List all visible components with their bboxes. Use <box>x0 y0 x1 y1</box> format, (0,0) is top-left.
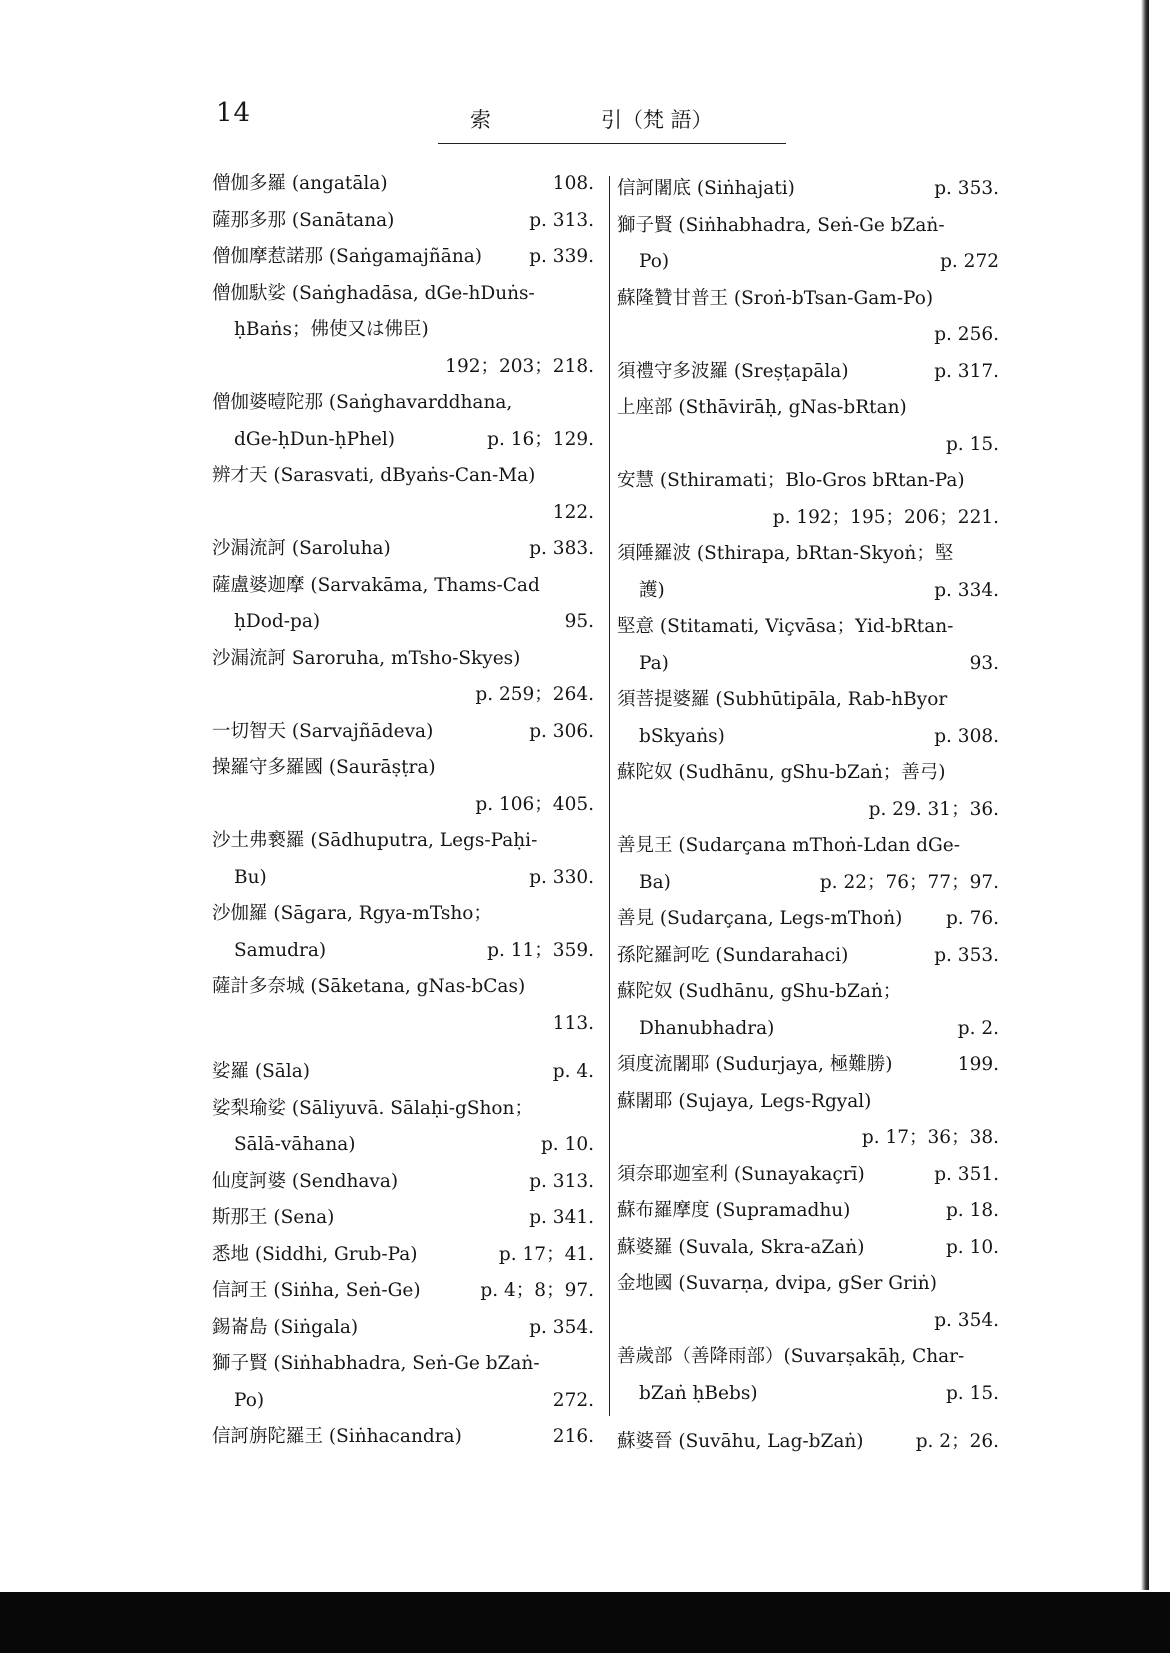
entry-headword-line <box>212 969 594 1006</box>
entry-page-refs: p. 2；26. <box>915 1431 999 1452</box>
entry-term: 薩那多那 (Sanātana) <box>212 209 395 231</box>
page-number: 14 <box>216 98 252 128</box>
entry-term: 須奈耶迦室利 (Sunayakaçrī) <box>617 1163 865 1185</box>
index-entry <box>617 281 999 354</box>
entry-term: Ba) <box>639 871 671 893</box>
entry-headword-line <box>617 609 999 646</box>
entry-continuation-line <box>617 317 999 354</box>
entry-term: ḥDod-pa) <box>234 611 321 632</box>
entry-continuation-line <box>617 719 999 756</box>
entry-page-refs: p. 317. <box>934 360 999 382</box>
entry-continuation-line <box>617 427 999 464</box>
index-entry <box>617 938 999 975</box>
entry-headword-line <box>617 390 999 427</box>
entry-term: 僧伽婆曀陀那 (Saṅghavarddhana, <box>212 392 513 413</box>
entry-continuation-line <box>212 1383 594 1420</box>
entry-headword-line <box>617 1084 999 1121</box>
index-entry <box>617 1084 999 1157</box>
entry-page-refs: p. 313. <box>529 1170 594 1192</box>
entry-headword-line <box>212 203 594 240</box>
entry-term: 操羅守多羅國 (Saurāṣṭra) <box>212 757 436 778</box>
index-entry <box>617 390 999 463</box>
entry-page-refs: p. 10. <box>945 1236 999 1258</box>
entry-term: 仙度訶婆 (Sendhava) <box>212 1170 399 1192</box>
entry-headword-line <box>617 1266 999 1303</box>
index-entry <box>617 974 999 1047</box>
entry-continuation-line <box>617 1011 999 1048</box>
entry-page-refs: 122. <box>552 501 594 523</box>
entry-term: 孫陀羅訶吃 (Sundarahaci) <box>617 944 849 966</box>
index-entry <box>617 682 999 755</box>
entry-headword-line <box>212 896 594 933</box>
index-entry <box>212 1346 594 1419</box>
entry-continuation-line <box>617 1120 999 1157</box>
entry-page-refs: p. 76. <box>945 908 999 929</box>
entry-term: 堅意 (Stitamati, Viçvāsa；Yid-bRtan- <box>617 616 954 637</box>
column-divider <box>609 176 610 1416</box>
entry-page-refs: p. 11；359. <box>487 939 594 961</box>
entry-headword-line <box>212 1091 594 1128</box>
entry-continuation-line <box>617 1303 999 1340</box>
entry-term: Dhanubhadra) <box>639 1017 775 1039</box>
entry-term: 娑羅 (Sāla) <box>212 1061 310 1082</box>
index-entry <box>617 171 999 208</box>
entry-page-refs: p. 17；36；38. <box>861 1127 999 1148</box>
index-entry <box>212 166 594 203</box>
entry-page-refs: p. 16；129. <box>487 428 594 450</box>
index-entry <box>212 1419 594 1456</box>
entry-term: 善歲部（善降雨部）(Suvarṣakāḥ, Char- <box>617 1346 965 1367</box>
entry-continuation-line <box>212 349 594 386</box>
entry-continuation-line <box>212 312 594 349</box>
entry-term: Pa) <box>639 652 669 674</box>
index-entry <box>617 1266 999 1339</box>
index-entry <box>617 828 999 901</box>
entry-term: 蘇陀奴 (Sudhānu, gShu-bZaṅ；善弓) <box>617 762 946 783</box>
running-head <box>470 104 713 134</box>
entry-headword-line <box>212 531 594 568</box>
entry-term: 信訶王 (Siṅha, Seṅ-Ge) <box>212 1280 421 1301</box>
index-entry <box>617 609 999 682</box>
index-entry <box>212 714 594 751</box>
entry-page-refs: p. 17；41. <box>498 1243 594 1265</box>
entry-term: 僧伽馱娑 (Saṅghadāsa, dGe-hDuṅs- <box>212 282 535 304</box>
entry-term: 沙伽羅 (Sāgara, Rgya-mTsho； <box>212 903 492 924</box>
entry-page-refs: p. 330. <box>529 866 594 888</box>
entry-term: 護) <box>639 579 665 601</box>
entry-headword-line <box>617 755 999 792</box>
entry-term: 信訶旃陀羅王 (Siṅhacandra) <box>212 1426 462 1447</box>
entry-term: bZaṅ ḥBebs) <box>639 1382 758 1404</box>
entry-headword-line <box>617 1193 999 1230</box>
entry-continuation-line <box>617 1376 999 1413</box>
entry-page-refs: 93. <box>969 652 999 674</box>
entry-page-refs: p. 308. <box>934 725 999 747</box>
entry-continuation-line <box>617 792 999 829</box>
entry-headword-line <box>212 1273 594 1310</box>
entry-term: 蘇婆晉 (Suvāhu, Lag-bZaṅ) <box>617 1431 864 1452</box>
entry-term: 上座部 (Sthāvirāḥ, gNas-bRtan) <box>617 397 907 418</box>
index-entry <box>617 1157 999 1194</box>
index-entry <box>617 1339 999 1412</box>
index-entry <box>617 1424 999 1461</box>
entry-headword-line <box>212 1200 594 1237</box>
entry-term: 蘇隆贊甘普王 (Sroṅ-bTsan-Gam-Po) <box>617 287 934 309</box>
entry-term: 蘇婆羅 (Suvala, Skra-aZaṅ) <box>617 1236 865 1258</box>
entry-continuation-line <box>617 500 999 537</box>
index-entry <box>212 641 594 714</box>
entry-term: 沙土弗䙝羅 (Sādhuputra, Legs-Paḥi- <box>212 830 538 851</box>
entry-page-refs: p. 272 <box>940 251 999 272</box>
entry-headword-line <box>617 463 999 500</box>
index-entry <box>212 239 594 276</box>
entry-page-refs: p. 334. <box>934 579 999 601</box>
entry-headword-line <box>617 1157 999 1194</box>
entry-headword-line <box>617 682 999 719</box>
entry-page-refs: 113. <box>552 1012 594 1034</box>
entry-term: 須禮守多波羅 (Sreṣṭapāla) <box>617 360 849 382</box>
entry-headword-line <box>212 1419 594 1456</box>
entry-page-refs: 199. <box>957 1054 999 1075</box>
scan-bottom-border <box>0 1592 1170 1653</box>
entry-page-refs: p. 341. <box>529 1207 594 1228</box>
entry-term: Bu) <box>234 866 267 888</box>
entry-term: Samudra) <box>234 939 327 961</box>
entry-continuation-line <box>212 933 594 970</box>
entry-page-refs: 272. <box>552 1389 594 1411</box>
entry-continuation-line <box>212 787 594 824</box>
running-head-left: 索 <box>470 108 491 132</box>
entry-headword-line <box>617 974 999 1011</box>
entry-page-refs: p. 15. <box>945 1382 999 1404</box>
entry-term: 須菩提婆羅 (Subhūtipāla, Rab-hByor <box>617 689 948 710</box>
entry-term: 善見王 (Sudarçana mThoṅ-Ldan dGe- <box>617 835 960 856</box>
entry-headword-line <box>212 166 594 203</box>
index-entry <box>212 1273 594 1310</box>
entry-term: 娑梨瑜娑 (Sāliyuvā. Sālaḥi-gShon； <box>212 1097 533 1119</box>
index-entry <box>212 385 594 458</box>
entry-page-refs: p. 29. 31；36. <box>868 798 999 820</box>
entry-term: 金地國 (Suvarṇa, dvipa, gSer Griṅ) <box>617 1273 937 1294</box>
entry-continuation-line <box>212 422 594 459</box>
entry-term: bSkyaṅs) <box>639 725 725 747</box>
entry-page-refs: p. 4；8；97. <box>480 1280 594 1301</box>
entry-term: 獅子賢 (Siṅhabhadra, Seṅ-Ge bZaṅ- <box>212 1353 540 1374</box>
index-entry <box>212 896 594 969</box>
index-entry <box>212 969 594 1042</box>
entry-continuation-line <box>212 1127 594 1164</box>
entry-page-refs: p. 353. <box>934 178 999 199</box>
entry-headword-line <box>617 171 999 208</box>
index-entry <box>212 458 594 531</box>
entry-headword-line <box>212 458 594 495</box>
entry-term: 蘇陀奴 (Sudhānu, gShu-bZaṅ； <box>617 981 902 1002</box>
entry-term: 薩盧婆迦摩 (Sarvakāma, Thams-Cad <box>212 574 540 596</box>
entry-gap <box>617 1412 999 1424</box>
entry-headword-line <box>212 714 594 751</box>
entry-term: 斯那王 (Sena) <box>212 1207 335 1228</box>
entry-page-refs: 216. <box>552 1426 594 1447</box>
entry-term: 僧伽摩惹諾那 (Saṅgamajñāna) <box>212 246 483 267</box>
entry-headword-line <box>617 536 999 573</box>
index-entry <box>617 536 999 609</box>
entry-page-refs: p. 353. <box>934 944 999 966</box>
entry-term: Po) <box>234 1389 265 1411</box>
entry-term: 獅子賢 (Siṅhabhadra, Seṅ-Ge bZaṅ- <box>617 214 945 236</box>
entry-term: 善見 (Sudarçana, Legs-mThoṅ) <box>617 908 903 929</box>
entry-continuation-line <box>617 865 999 902</box>
entry-headword-line <box>212 1054 594 1091</box>
entry-headword-line <box>617 828 999 865</box>
entry-page-refs: 108. <box>552 173 594 194</box>
index-entry <box>212 1164 594 1201</box>
index-entry <box>617 1193 999 1230</box>
entry-page-refs: 192；203；218. <box>445 355 594 377</box>
entry-term: 蘇布羅摩度 (Supramadhu) <box>617 1200 851 1221</box>
entry-page-refs: p. 192；195；206；221. <box>772 506 999 528</box>
entry-headword-line <box>212 1310 594 1347</box>
index-entry <box>617 1230 999 1267</box>
index-entry <box>212 1237 594 1274</box>
entry-page-refs: p. 4. <box>552 1061 594 1082</box>
entry-term: 薩計多奈城 (Sāketana, gNas-bCas) <box>212 976 526 997</box>
entry-page-refs: p. 256. <box>934 324 999 345</box>
entry-headword-line <box>212 641 594 678</box>
left-column <box>212 166 594 1456</box>
entry-headword-line <box>212 823 594 860</box>
entry-page-refs: 95. <box>564 611 594 632</box>
entry-continuation-line <box>617 646 999 683</box>
index-entry <box>212 1310 594 1347</box>
entry-term: dGe-ḥDun-ḥPhel) <box>234 428 396 450</box>
entry-page-refs: p. 18. <box>945 1200 999 1221</box>
entry-continuation-line <box>212 860 594 897</box>
index-entry <box>617 463 999 536</box>
entry-headword-line <box>212 276 594 313</box>
entry-headword-line <box>617 1047 999 1084</box>
entry-term: 悉地 (Siddhi, Grub-Pa) <box>212 1243 418 1265</box>
index-entry <box>212 823 594 896</box>
entry-headword-line <box>212 239 594 276</box>
index-entry <box>212 203 594 240</box>
entry-page-refs: p. 354. <box>934 1309 999 1331</box>
entry-page-refs: p. 354. <box>529 1316 594 1338</box>
entry-continuation-line <box>212 1006 594 1043</box>
entry-headword-line <box>212 1237 594 1274</box>
index-entry <box>617 755 999 828</box>
entry-headword-line <box>212 568 594 605</box>
index-entry <box>212 568 594 641</box>
entry-page-refs: p. 10. <box>540 1134 594 1155</box>
index-entry <box>212 750 594 823</box>
entry-headword-line <box>212 385 594 422</box>
index-entry <box>212 531 594 568</box>
entry-page-refs: p. 15. <box>945 433 999 455</box>
entry-term: 須度流闍耶 (Sudurjaya, 極難勝) <box>617 1054 893 1075</box>
entry-page-refs: p. 383. <box>529 538 594 559</box>
entry-continuation-line <box>212 677 594 714</box>
index-entry <box>212 1200 594 1237</box>
entry-term: 辨才天 (Sarasvati, dByaṅs-Can-Ma) <box>212 465 536 486</box>
entry-headword-line <box>617 281 999 318</box>
index-entry <box>212 1054 594 1091</box>
entry-headword-line <box>617 1424 999 1461</box>
entry-headword-line <box>617 938 999 975</box>
entry-term: Sālā-vāhana) <box>234 1134 356 1155</box>
entry-page-refs: p. 351. <box>934 1163 999 1185</box>
entry-continuation-line <box>212 604 594 641</box>
entry-page-refs: p. 313. <box>529 209 594 231</box>
entry-term: 安慧 (Sthiramati；Blo-Gros bRtan-Pa) <box>617 470 965 491</box>
entry-term: 蘇闍耶 (Sujaya, Legs-Rgyal) <box>617 1090 872 1112</box>
entry-term: ḥBaṅs；佛使又は佛臣) <box>234 319 429 340</box>
entry-headword-line <box>212 1346 594 1383</box>
entry-page-refs: p. 339. <box>529 246 594 267</box>
entry-page-refs: p. 106；405. <box>475 793 594 815</box>
entry-headword-line <box>617 901 999 938</box>
index-entry <box>617 354 999 391</box>
entry-headword-line <box>212 1164 594 1201</box>
entry-headword-line <box>212 750 594 787</box>
entry-page-refs: p. 2. <box>957 1017 999 1039</box>
entry-term: 錫崙島 (Siṅgala) <box>212 1316 359 1338</box>
running-head-right: 引（梵 語） <box>601 108 713 132</box>
entry-headword-line <box>617 1230 999 1267</box>
entry-continuation-line <box>617 573 999 610</box>
entry-gap <box>212 1042 594 1054</box>
index-entry <box>617 901 999 938</box>
entry-headword-line <box>617 354 999 391</box>
entry-term: Po) <box>639 251 670 272</box>
entry-term: 一切智天 (Sarvajñādeva) <box>212 720 434 742</box>
entry-term: 信訶闍底 (Siṅhajati) <box>617 178 795 199</box>
entry-headword-line <box>617 1339 999 1376</box>
entry-term: 須陲羅波 (Sthirapa, bRtan-Skyoṅ；堅 <box>617 543 954 564</box>
entry-headword-line <box>617 208 999 245</box>
entry-page-refs: p. 22；76；77；97. <box>819 871 999 893</box>
entry-continuation-line <box>212 495 594 532</box>
page-edge-shadow <box>1141 0 1149 1590</box>
index-entry <box>617 1047 999 1084</box>
index-entry <box>212 276 594 386</box>
entry-term: 沙漏流訶 (Saroluha) <box>212 538 391 559</box>
entry-term: 僧伽多羅 (angatāla) <box>212 173 388 194</box>
header-rule <box>438 143 786 144</box>
entry-page-refs: p. 306. <box>529 720 594 742</box>
entry-page-refs: p. 259；264. <box>475 684 594 705</box>
entry-term: 沙漏流訶 Saroruha, mTsho-Skyes) <box>212 647 521 669</box>
entry-continuation-line <box>617 244 999 281</box>
index-entry <box>617 208 999 281</box>
index-entry <box>212 1091 594 1164</box>
right-column <box>617 171 999 1461</box>
